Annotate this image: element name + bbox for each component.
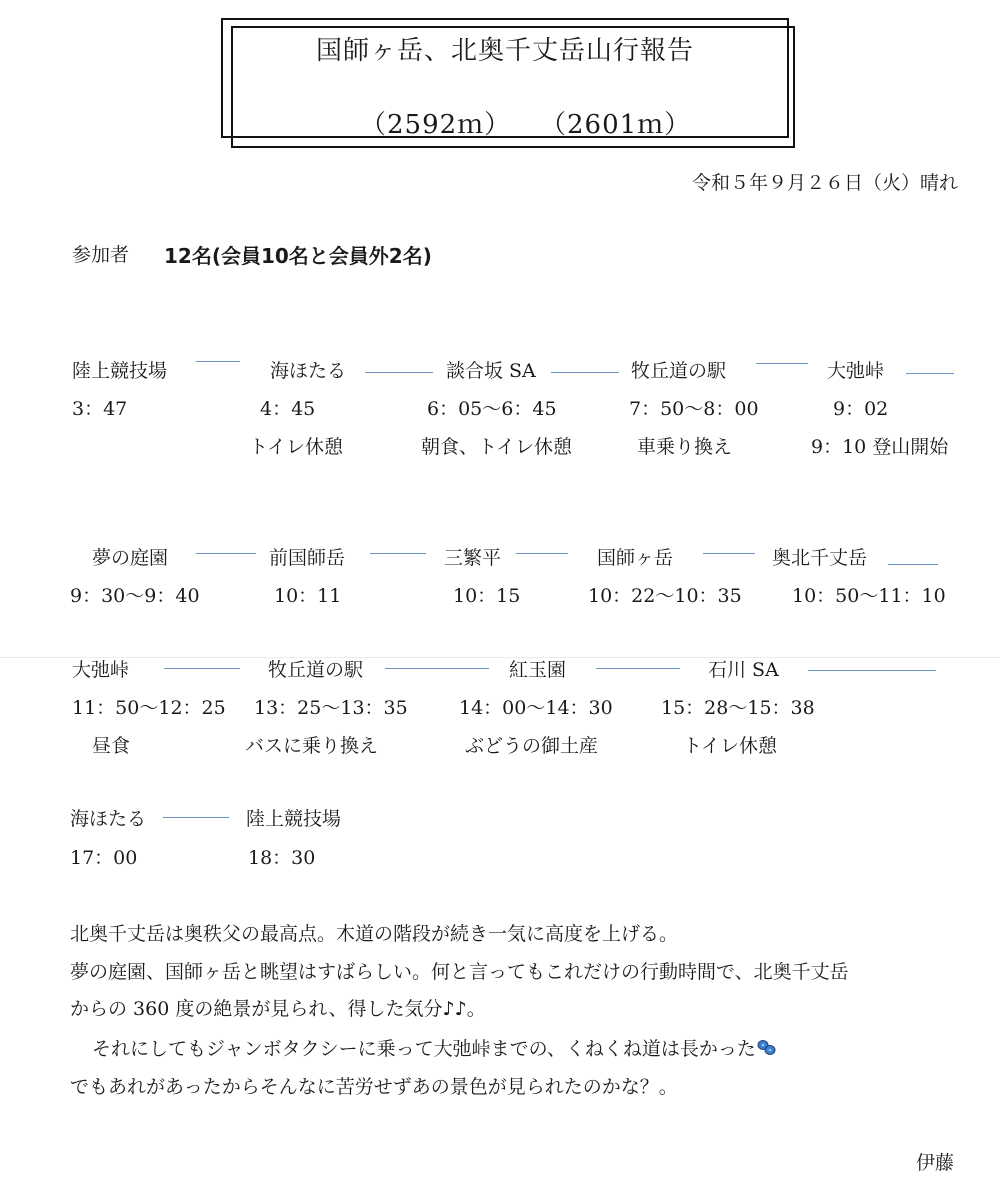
route-connector: [756, 363, 808, 364]
route-time: 15：28〜15：38: [661, 697, 815, 719]
route-time: 10：50〜11：10: [792, 585, 946, 607]
report-title: 国師ヶ岳、北奥千丈岳山行報告: [315, 36, 694, 66]
body-paragraph-2: 夢の庭園、国師ヶ岳と眺望はすばらしい。何と言ってもこれだけの行動時間で、北奥千丈岳: [70, 961, 849, 983]
route-connector: [196, 361, 240, 362]
report-date: 令和５年９月２６日（火）晴れ: [691, 172, 958, 194]
route-place: 大弛峠: [827, 360, 885, 382]
route-place: 石川 SA: [708, 659, 779, 681]
paw-print-icon: [756, 1039, 776, 1057]
route-place: 紅玉園: [509, 659, 567, 681]
route-note: 朝食、トイレ休憩: [421, 436, 573, 458]
height-kokushigatake: （2592ｍ）: [360, 110, 512, 140]
route-place: 大弛峠: [72, 659, 130, 681]
route-time: 9：02: [833, 398, 889, 420]
route-connector: [370, 553, 426, 554]
route-connector: [808, 670, 936, 671]
body-paragraph-4: [92, 1034, 776, 1061]
route-place: 国師ヶ岳: [597, 547, 674, 569]
route-time: 6：05〜6：45: [427, 398, 557, 420]
route-connector: [596, 668, 680, 669]
route-connector: [164, 668, 240, 669]
route-connector: [163, 817, 229, 818]
route-time: 17：00: [70, 847, 138, 869]
route-place: 前国師岳: [269, 547, 346, 569]
route-place: 牧丘道の駅: [268, 659, 364, 681]
author-name: 伊藤: [915, 1152, 954, 1174]
route-note: トイレ休憩: [249, 436, 344, 458]
route-time: 10：15: [453, 585, 521, 607]
body-paragraph-3: からの 360 度の絶景が見られ、得した気分♪♪。: [70, 998, 486, 1020]
route-place: 三繁平: [444, 547, 502, 569]
route-connector: [365, 372, 433, 373]
route-place: 牧丘道の駅: [631, 360, 727, 382]
route-place: 奥北千丈岳: [772, 547, 868, 569]
route-note: 車乗り換え: [637, 436, 733, 458]
route-connector: [196, 553, 256, 554]
route-connector: [516, 553, 568, 554]
route-time: 7：50〜8：00: [629, 398, 759, 420]
route-connector: [551, 372, 619, 373]
route-time: 18：30: [248, 847, 316, 869]
route-connector: [385, 668, 489, 669]
route-note: 9：10 登山開始: [811, 436, 949, 458]
route-place: 陸上競技場: [246, 808, 342, 830]
route-connector: [703, 553, 755, 554]
body-paragraph-5: でもあれがあったからそんなに苦労せずあの景色が見られたのかな？。: [70, 1076, 678, 1098]
route-note: バスに乗り換え: [245, 735, 379, 757]
route-time: 13：25〜13：35: [254, 697, 408, 719]
participants-value: 12名(会員10名と会員外2名): [164, 244, 432, 268]
participants-label: 参加者: [72, 244, 130, 266]
route-connector: [888, 564, 938, 565]
route-time: 14：00〜14：30: [459, 697, 613, 719]
route-note: 昼食: [92, 735, 131, 757]
route-place: 海ほたる: [70, 808, 147, 830]
route-time: 4：45: [260, 398, 316, 420]
route-place: 海ほたる: [270, 360, 347, 382]
route-note: トイレ休憩: [683, 735, 778, 757]
route-time: 10：11: [274, 585, 342, 607]
route-time: 9：30〜9：40: [70, 585, 200, 607]
body-paragraph-1: 北奥千丈岳は奥秩父の最高点。木道の階段が続き一気に高度を上げる。: [70, 923, 679, 945]
route-note: ぶどうの御土産: [465, 735, 599, 757]
route-place: 陸上競技場: [72, 360, 168, 382]
scan-fold-line: [0, 657, 1000, 658]
route-time: 10：22〜10：35: [588, 585, 742, 607]
route-connector: [906, 373, 954, 374]
route-place: 夢の庭園: [92, 547, 169, 569]
height-kitaokusenjodake: （2601ｍ）: [540, 110, 692, 140]
route-time: 3：47: [72, 398, 128, 420]
route-place: 談合坂 SA: [446, 360, 536, 382]
route-time: 11：50〜12：25: [72, 697, 226, 719]
body-paragraph-4-text: それにしてもジャンボタクシーに乗って大弛峠までの、くねくね道は長かった: [92, 1038, 756, 1060]
